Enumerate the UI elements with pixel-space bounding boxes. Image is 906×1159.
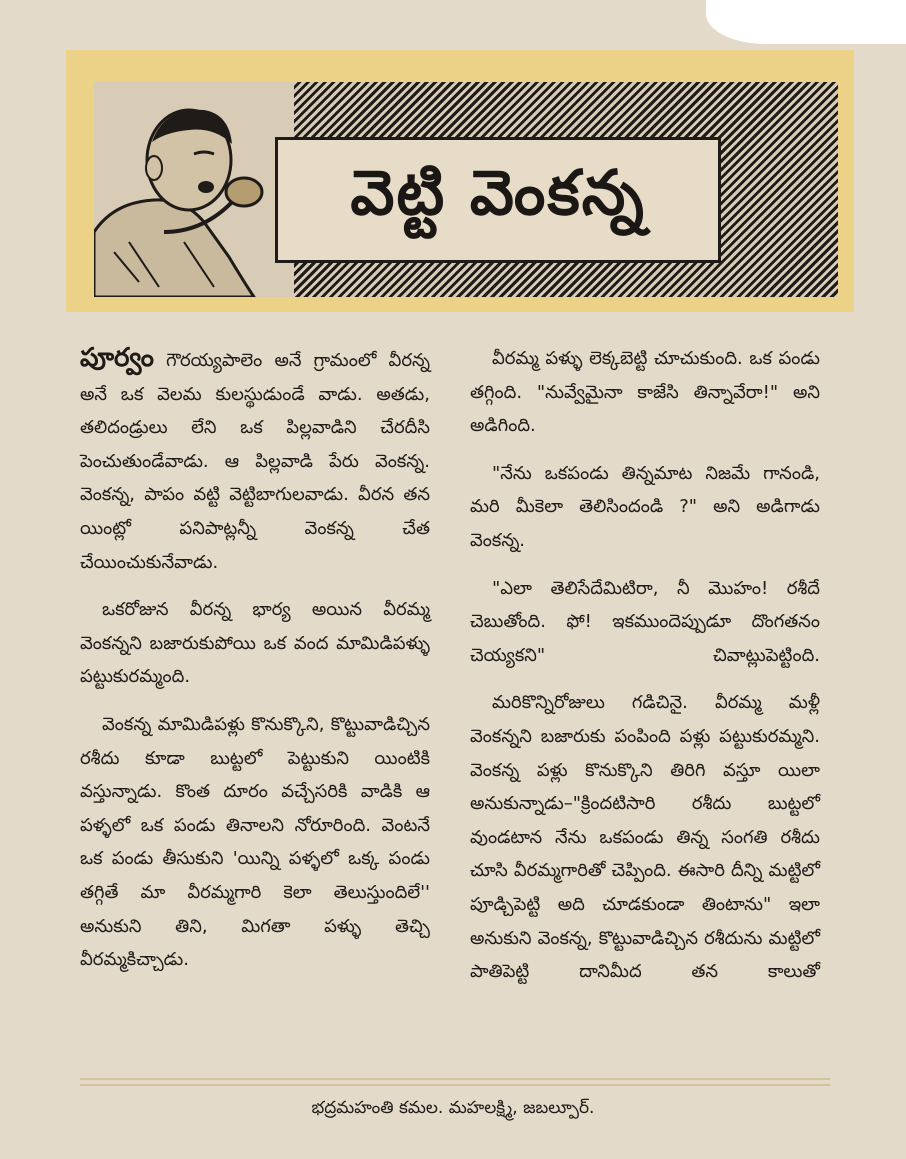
left-paragraph-3: వెంకన్న మామిడిపళ్లు కొనుక్కొని, కొట్టువాడిచ్చిన రశీదు కూడా బుట్టలో పెట్టుకుని యింటికి వస్తున్నాడు. కొంత దూరం వచ్చేసరికి వాడికి ఆ పళ్ళలో ఒక పండు తినాలని నోరూరింది. వెంటనే ఒక పండు తీసుకుని 'యిన్ని పళ్ళలో ఒక్క పండు తగ్గితే మా వీరమ్మగారి కెలా తెలుస్తుందిలే'' అనుకుని తిని, మిగతా పళ్ళు తెచ్చి వీరమ్మకిచ్చాడు.: [80, 713, 430, 971]
boy-eating-mango-illustration: [94, 82, 294, 297]
left-paragraph-2: ఒకరోజున వీరన్న భార్య అయిన వీరమ్మ వెంకన్నని బజారుకుపోయి ఒక వంద మామిడిపళ్ళు పట్టుకురమ్మంది.: [80, 599, 430, 688]
right-paragraph-2: "నేను ఒకపండు తిన్నమాట నిజమే గానండి, మరి మీకెలా తెలిసిందండి ?" అని అడిగాడు వెంకన్న.: [470, 462, 820, 551]
footer-divider: [80, 1084, 830, 1086]
left-paragraph-1-text: గౌరయ్యపాలెం అనే గ్రామంలో వీరన్న అనే ఒక వెలమ కులస్థుడుండే వాడు. అతడు, తలిదండ్రులు లేని ఒక పిల్లవాడిని చేరదీసి పెంచుతుండేవాడు. ఆ పిల్లవాడి పేరు వెంకన్న. వెంకన్న, పాపం వట్టి వెట్టిబాగులవాడు. వీరన తన యింట్లో పనిపాట్లన్నీ వెంకన్న చేత చేయించుకునేవాడు.: [80, 350, 430, 573]
title-box: [275, 137, 721, 263]
torn-page-corner: [706, 0, 906, 44]
footer-divider: [80, 1078, 830, 1080]
left-column: [80, 342, 430, 991]
opening-word: పూర్వం: [80, 343, 154, 373]
title-banner: [66, 50, 854, 312]
right-paragraph-3: "ఎలా తెలిసేదేమిటిరా, నీ మొహం! రశీదే చెబుతోంది. ఫో! ఇకముందెప్పుడూ దొంగతనం చెయ్యకని" చివాట్లుపెట్టింది.: [470, 577, 820, 666]
left-paragraph-1: [80, 342, 430, 579]
story-title: వెట్టి వెంకన్న: [350, 156, 646, 229]
right-column: [470, 342, 820, 1003]
hatched-banner-frame: [94, 82, 838, 297]
right-paragraph-1: వీరమ్మ పళ్ళు లెక్కబెట్టి చూచుకుంది. ఒక పండు తగ్గింది. "నువ్వేమైనా కాజేసి తిన్నావేరా!" అని అడిగింది.: [470, 348, 820, 437]
author-credit: భద్రమహంతి కమల. మహలక్ష్మి, జబల్పూర్.: [311, 1098, 595, 1118]
right-paragraph-4: మరికొన్నిరోజులు గడిచినై. వీరమ్మ మళ్లీ వెంకన్నని బజారుకు పంపింది పళ్లు పట్టుకురమ్మని. వెంకన్న పళ్లు కొనుక్కొని తిరిగి వస్తూ యిలా అనుకున్నాడు–"క్రిందటిసారి రశీదు బుట్టలో వుండటాన నేను ఒకపండు తిన్న సంగతి రశీదు చూసి వీరమ్మగారితో చెప్పింది. ఈసారి దీన్ని మట్టిలో పూడ్చిపెట్టి అది చూడకుండా తింటాను" ఇలా అనుకుని వెంకన్న, కొట్టువాడిచ్చిన రశీదును మట్టిలో పాతిపెట్టి దానిమీద తన కాలుతో: [470, 692, 820, 983]
